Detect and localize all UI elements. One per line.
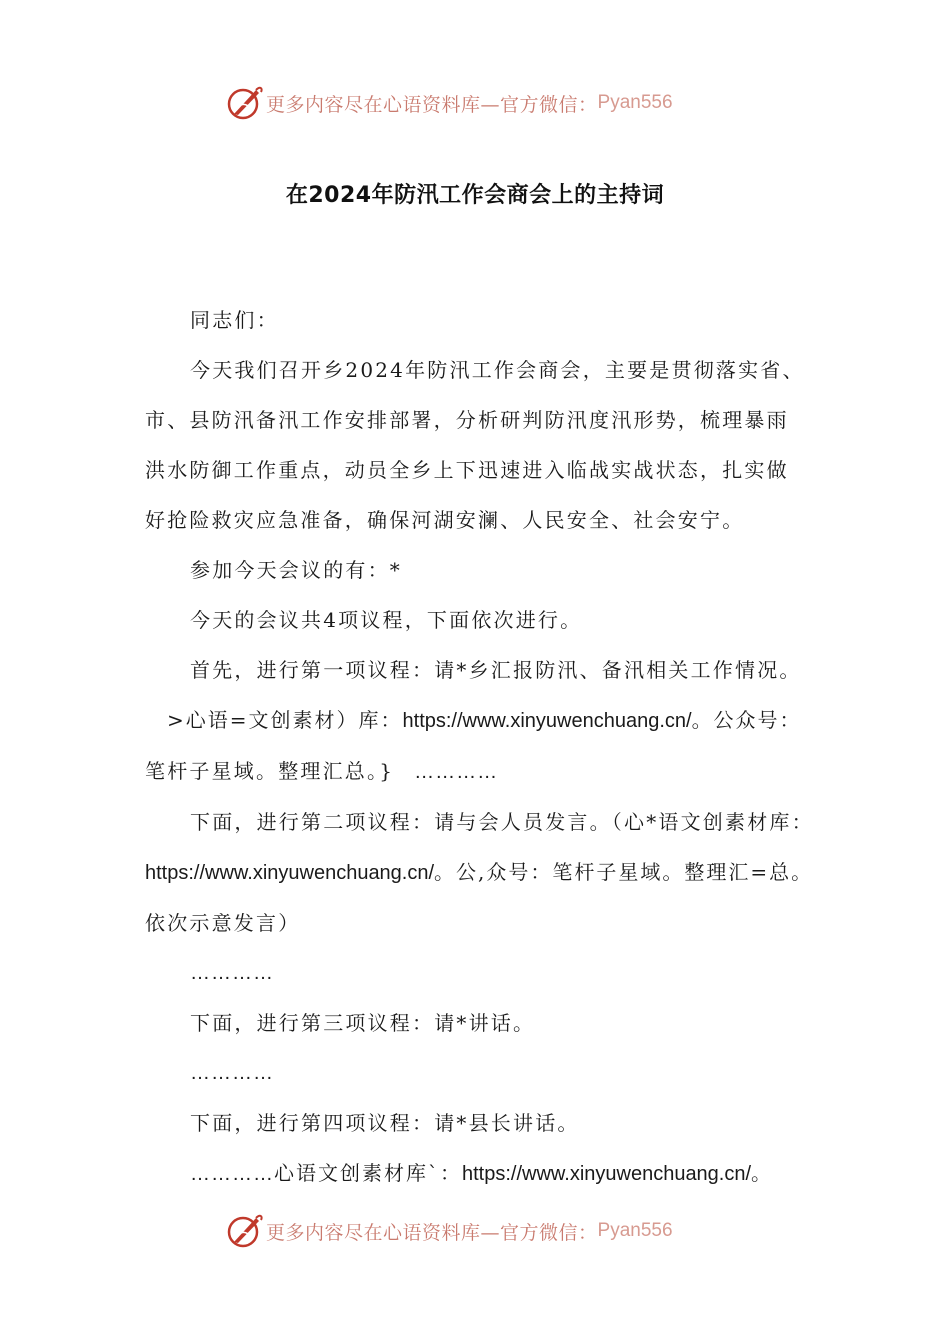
item2-line-2 [145,847,825,898]
item1-note-dots: ………… [414,761,499,783]
item4-note-suffix: 。 [751,1161,774,1185]
agenda-count-line: 今天的会议共4项议程，下面依次进行。 [190,608,583,632]
agenda-item-2: 下面，进行第二项议程：请与会人员发言。（心*语文创素材库： [190,810,814,834]
item4-note-text: 心语文创素材库`： [274,1161,462,1185]
item1-note-suffix: 。公众号： [691,708,802,732]
document-body [145,295,825,1199]
item1-note-text: 笔杆子星域。整理汇总。} [145,759,395,783]
banner-text: 更多内容尽在心语资料库—官方微信： [266,93,598,116]
intro-line-2: 市、县防汛备汛工作安排部署，分析研判防汛度汛形势，梳理暴雨 [145,408,789,432]
attendees-line: 参加今天会议的有：* [190,558,402,582]
item2-suffix: 。公,众号：笔杆子星域。整理汇=总。 [434,860,814,884]
item2-url: https://www.xinyuwenchuang.cn/ [145,862,435,884]
banner-text: 更多内容尽在心语资料库—官方微信： [266,1221,598,1244]
item2-line-3: 依次示意发言） [145,911,301,935]
intro-line-1: 今天我们召开乡2024年防汛工作会商会，主要是贯彻落实省、 [190,358,805,382]
item1-note-prefix: >心语=文创素材）库： [167,708,403,732]
wechat-id: Pyan556 [597,1220,673,1241]
agenda-item-1: 首先，进行第一项议程：请*乡汇报防汛、备汛相关工作情况。 [190,658,802,682]
footer-watermark-banner [226,1211,746,1251]
item1-note-url: https://www.xinyuwenchuang.cn/ [402,710,692,732]
document-title: 在2024年防汛工作会商会上的主持词 [285,183,665,208]
quill-logo-icon [226,1212,264,1250]
item1-note-line-2 [145,746,825,797]
header-watermark-banner [226,83,746,123]
agenda-item-4: 下面，进行第四项议程：请*县长讲话。 [190,1111,580,1135]
item4-note-dots: ………… [190,1163,274,1185]
item4-note-url: https://www.xinyuwenchuang.cn/ [462,1163,752,1185]
salutation: 同志们： [190,308,279,332]
item2-dots: ………… [190,962,274,984]
intro-line-3: 洪水防御工作重点，动员全乡上下迅速进入临战实战状态，扎实做 [145,458,789,482]
quill-logo-icon [226,84,264,122]
agenda-item-3: 下面，进行第三项议程：请*讲话。 [190,1011,536,1035]
intro-line-4: 好抢险救灾应急准备，确保河湖安澜、人民安全、社会安宁。 [145,508,745,532]
item3-dots: ………… [190,1062,274,1084]
item4-note-line [145,1148,825,1199]
wechat-id: Pyan556 [597,92,673,113]
item1-note-line-1 [145,695,825,746]
